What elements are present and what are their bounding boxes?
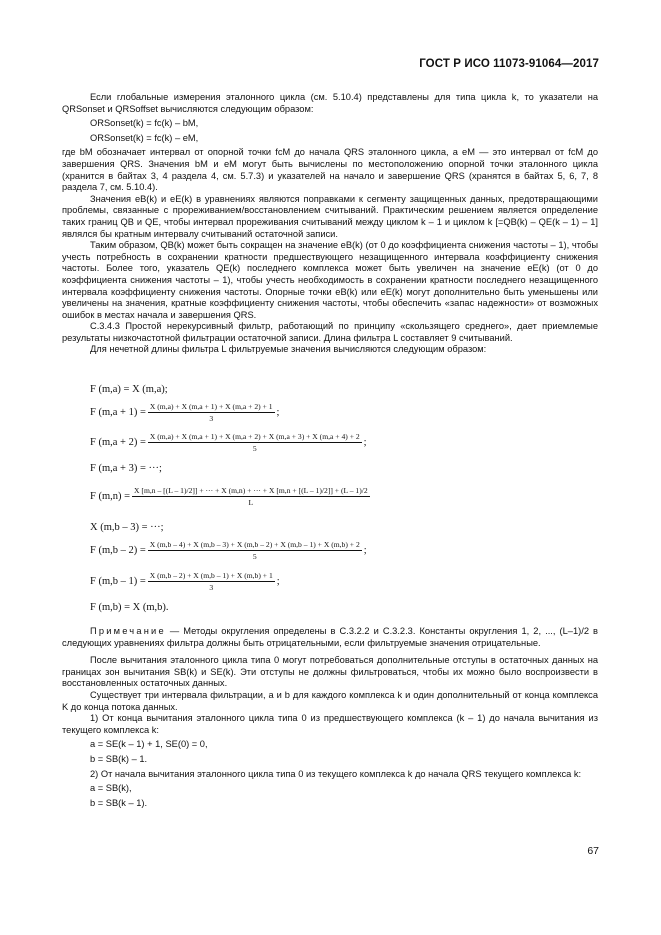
- paragraph-8: Существует три интервала фильтрации, a и b для каждого комплекса k и один дополнительный от конца комплекса K до конца потока данных.: [62, 689, 598, 712]
- equation-7-fraction: [148, 540, 362, 561]
- paragraph-5: С.3.4.3 Простой нерекурсивный фильтр, работающий по принципу «скользящего среднего», дает приемлемые результаты низкочастотной фильтрации остаточной записи. Длина фильтра L составляет 9 считываний.: [62, 321, 598, 343]
- equation-6: X (m,b – 3) = ···;: [90, 522, 164, 533]
- equation-2-end: ;: [276, 407, 280, 418]
- equation-3-denominator: 5: [252, 444, 257, 453]
- equation-8-fraction: [148, 571, 275, 592]
- equation-7-end: ;: [363, 545, 367, 556]
- equation-3-end: ;: [363, 437, 367, 448]
- equation-3-numerator: X (m,a) + X (m,a + 1) + X (m,a + 2) + X (m,a + 3) + X (m,a + 4) + 2: [149, 432, 360, 441]
- equation-8-end: ;: [276, 576, 280, 587]
- paragraph-6: Для нечетной длины фильтра L фильтруемые значения вычисляются следующим образом:: [90, 344, 487, 355]
- paragraph-9: 1) От конца вычитания эталонного цикла типа 0 из предшествующего комплекса (k – 1) до начала вычитания из текущего комплекса k:: [62, 713, 598, 735]
- standard-header: ГОСТ Р ИСО 11073-91064—2017: [419, 58, 599, 70]
- equation-9: F (m,b) = X (m,b).: [90, 602, 169, 613]
- note-label: Примечание: [90, 626, 166, 636]
- equation-7-lhs: F (m,b – 2) =: [90, 545, 146, 556]
- formula-qrsoffset: ORSonset(k) = fc(k) – eM,: [90, 132, 199, 143]
- equation-3-fraction: [148, 432, 362, 453]
- note-text: — Методы округления определены в С.3.2.2 и С.3.2.3. Константы округления 1, 2, ..., (L–1)/2 в следующих уравнениях фильтра должны быть отрицательными, если фильтруемые значения отрицательные.: [62, 626, 598, 648]
- equation-7: [90, 540, 367, 561]
- formula-a-1: a = SE(k – 1) + 1, SE(0) = 0,: [90, 739, 208, 750]
- formula-b-2: b = SB(k – 1).: [90, 797, 148, 808]
- equation-8: [90, 571, 280, 592]
- formula-a-2: a = SB(k),: [90, 783, 132, 794]
- equation-7-numerator: X (m,b – 4) + X (m,b – 3) + X (m,b – 2) + X (m,b – 1) + X (m,b) + 2: [149, 540, 360, 549]
- equation-4: F (m,a + 3) = ···;: [90, 463, 162, 474]
- note-paragraph: [62, 626, 598, 649]
- equation-8-numerator: X (m,b – 2) + X (m,b – 1) + X (m,b) + 1: [149, 571, 273, 580]
- paragraph-2: где bM обозначает интервал от опорной точки fcM до начала QRS эталонного цикла, а eM — это интервал от fcM до завершения QRS. Значения bM и eM могут быть вычислены по местоположению опорной точки эталонного цикла (хранится в байтах 3, 4 раздела 4, см. 5.7.3) и указателей на начало и завершение QRS (хранятся в байтах 5, 6, 7, 8 раздела 7, см. 5.10.4).: [62, 147, 598, 193]
- paragraph-7: После вычитания эталонного цикла типа 0 могут потребоваться дополнительные отступы в остаточных данных на границах зон вычитания SB(k) и SE(k). Эти отступы не должны фильтроваться, чтобы их можно было воспроизвести в восстановленных остаточных данных.: [62, 655, 598, 689]
- equation-5-numerator: X [m,n – [(L – 1)/2]] + ··· + X (m,n) + ··· + X [m,n + [(L – 1)/2]] + (L – 1)/2: [134, 486, 368, 495]
- equation-3-lhs: F (m,a + 2) =: [90, 437, 146, 448]
- text-block-top: [62, 92, 598, 356]
- formula-qrsonset: ORSonset(k) = fc(k) – bM,: [90, 118, 199, 129]
- page-number: 67: [587, 845, 599, 857]
- equation-8-lhs: F (m,b – 1) =: [90, 576, 146, 587]
- equation-5-lhs: F (m,n) =: [90, 491, 131, 502]
- equation-1: F (m,a) = X (m,a);: [90, 384, 168, 395]
- paragraph-3: Значения eB(k) и eE(k) в уравнениях являются поправками к сегменту защищенных данных, предотвращающими проблемы, связанные с прореживанием/восстановлением считываний. Практическим решением является определение таких границ QB и QE, чтобы интервал прореживания считываний между циклом k – 1 и циклом k [=QB(k) – QE(k – 1) – 1] являлся бы кратным интервалу считываний остаточной записи.: [62, 193, 598, 239]
- paragraph-1: Если глобальные измерения эталонного цикла (см. 5.10.4) представлены для типа цикла k, то указатели на QRSonset и QRSoffset вычисляются следующим образом:: [62, 92, 598, 114]
- equation-5-fraction: [132, 486, 370, 507]
- text-block-bottom: [62, 626, 598, 812]
- equation-7-denominator: 5: [252, 552, 257, 561]
- formula-b-1: b = SB(k) – 1.: [90, 753, 148, 764]
- equation-5: [90, 486, 372, 507]
- equation-2-lhs: F (m,a + 1) =: [90, 407, 146, 418]
- equation-5-denominator: L: [248, 498, 254, 507]
- equation-2-numerator: X (m,a) + X (m,a + 1) + X (m,a + 2) + 1: [149, 402, 273, 411]
- equation-2-denominator: 3: [209, 414, 214, 423]
- equation-2: [90, 402, 279, 423]
- paragraph-10: 2) От начала вычитания эталонного цикла типа 0 из текущего комплекса k до начала QRS текущего комплекса k:: [90, 768, 582, 779]
- equation-2-fraction: [148, 402, 275, 423]
- equation-3: [90, 432, 367, 453]
- equation-8-denominator: 3: [209, 583, 214, 592]
- paragraph-4: Таким образом, QB(k) может быть сокращен на значение eB(k) (от 0 до коэффициента снижения частоты – 1), чтобы учесть потребность в сохранении кратности предшествующего незащищенного интервала коэффициенту снижения частоты. Более того, указатель QE(k) последнего комплекса может быть увеличен на значение eE(k) (от 0 до коэффициента снижения частоты – 1), чтобы учесть необходимость в сохранении кратности последнего незащищенного интервала коэффициенту снижения частоты. Опорные точки eB(k) или eE(k) могут дополнительно быть уменьшены или увеличены на значения, кратные коэффициенту снижения частоты, чтобы обеспечить «запас надежности» от возможных ошибок в местах начала и завершения QRS.: [62, 240, 598, 320]
